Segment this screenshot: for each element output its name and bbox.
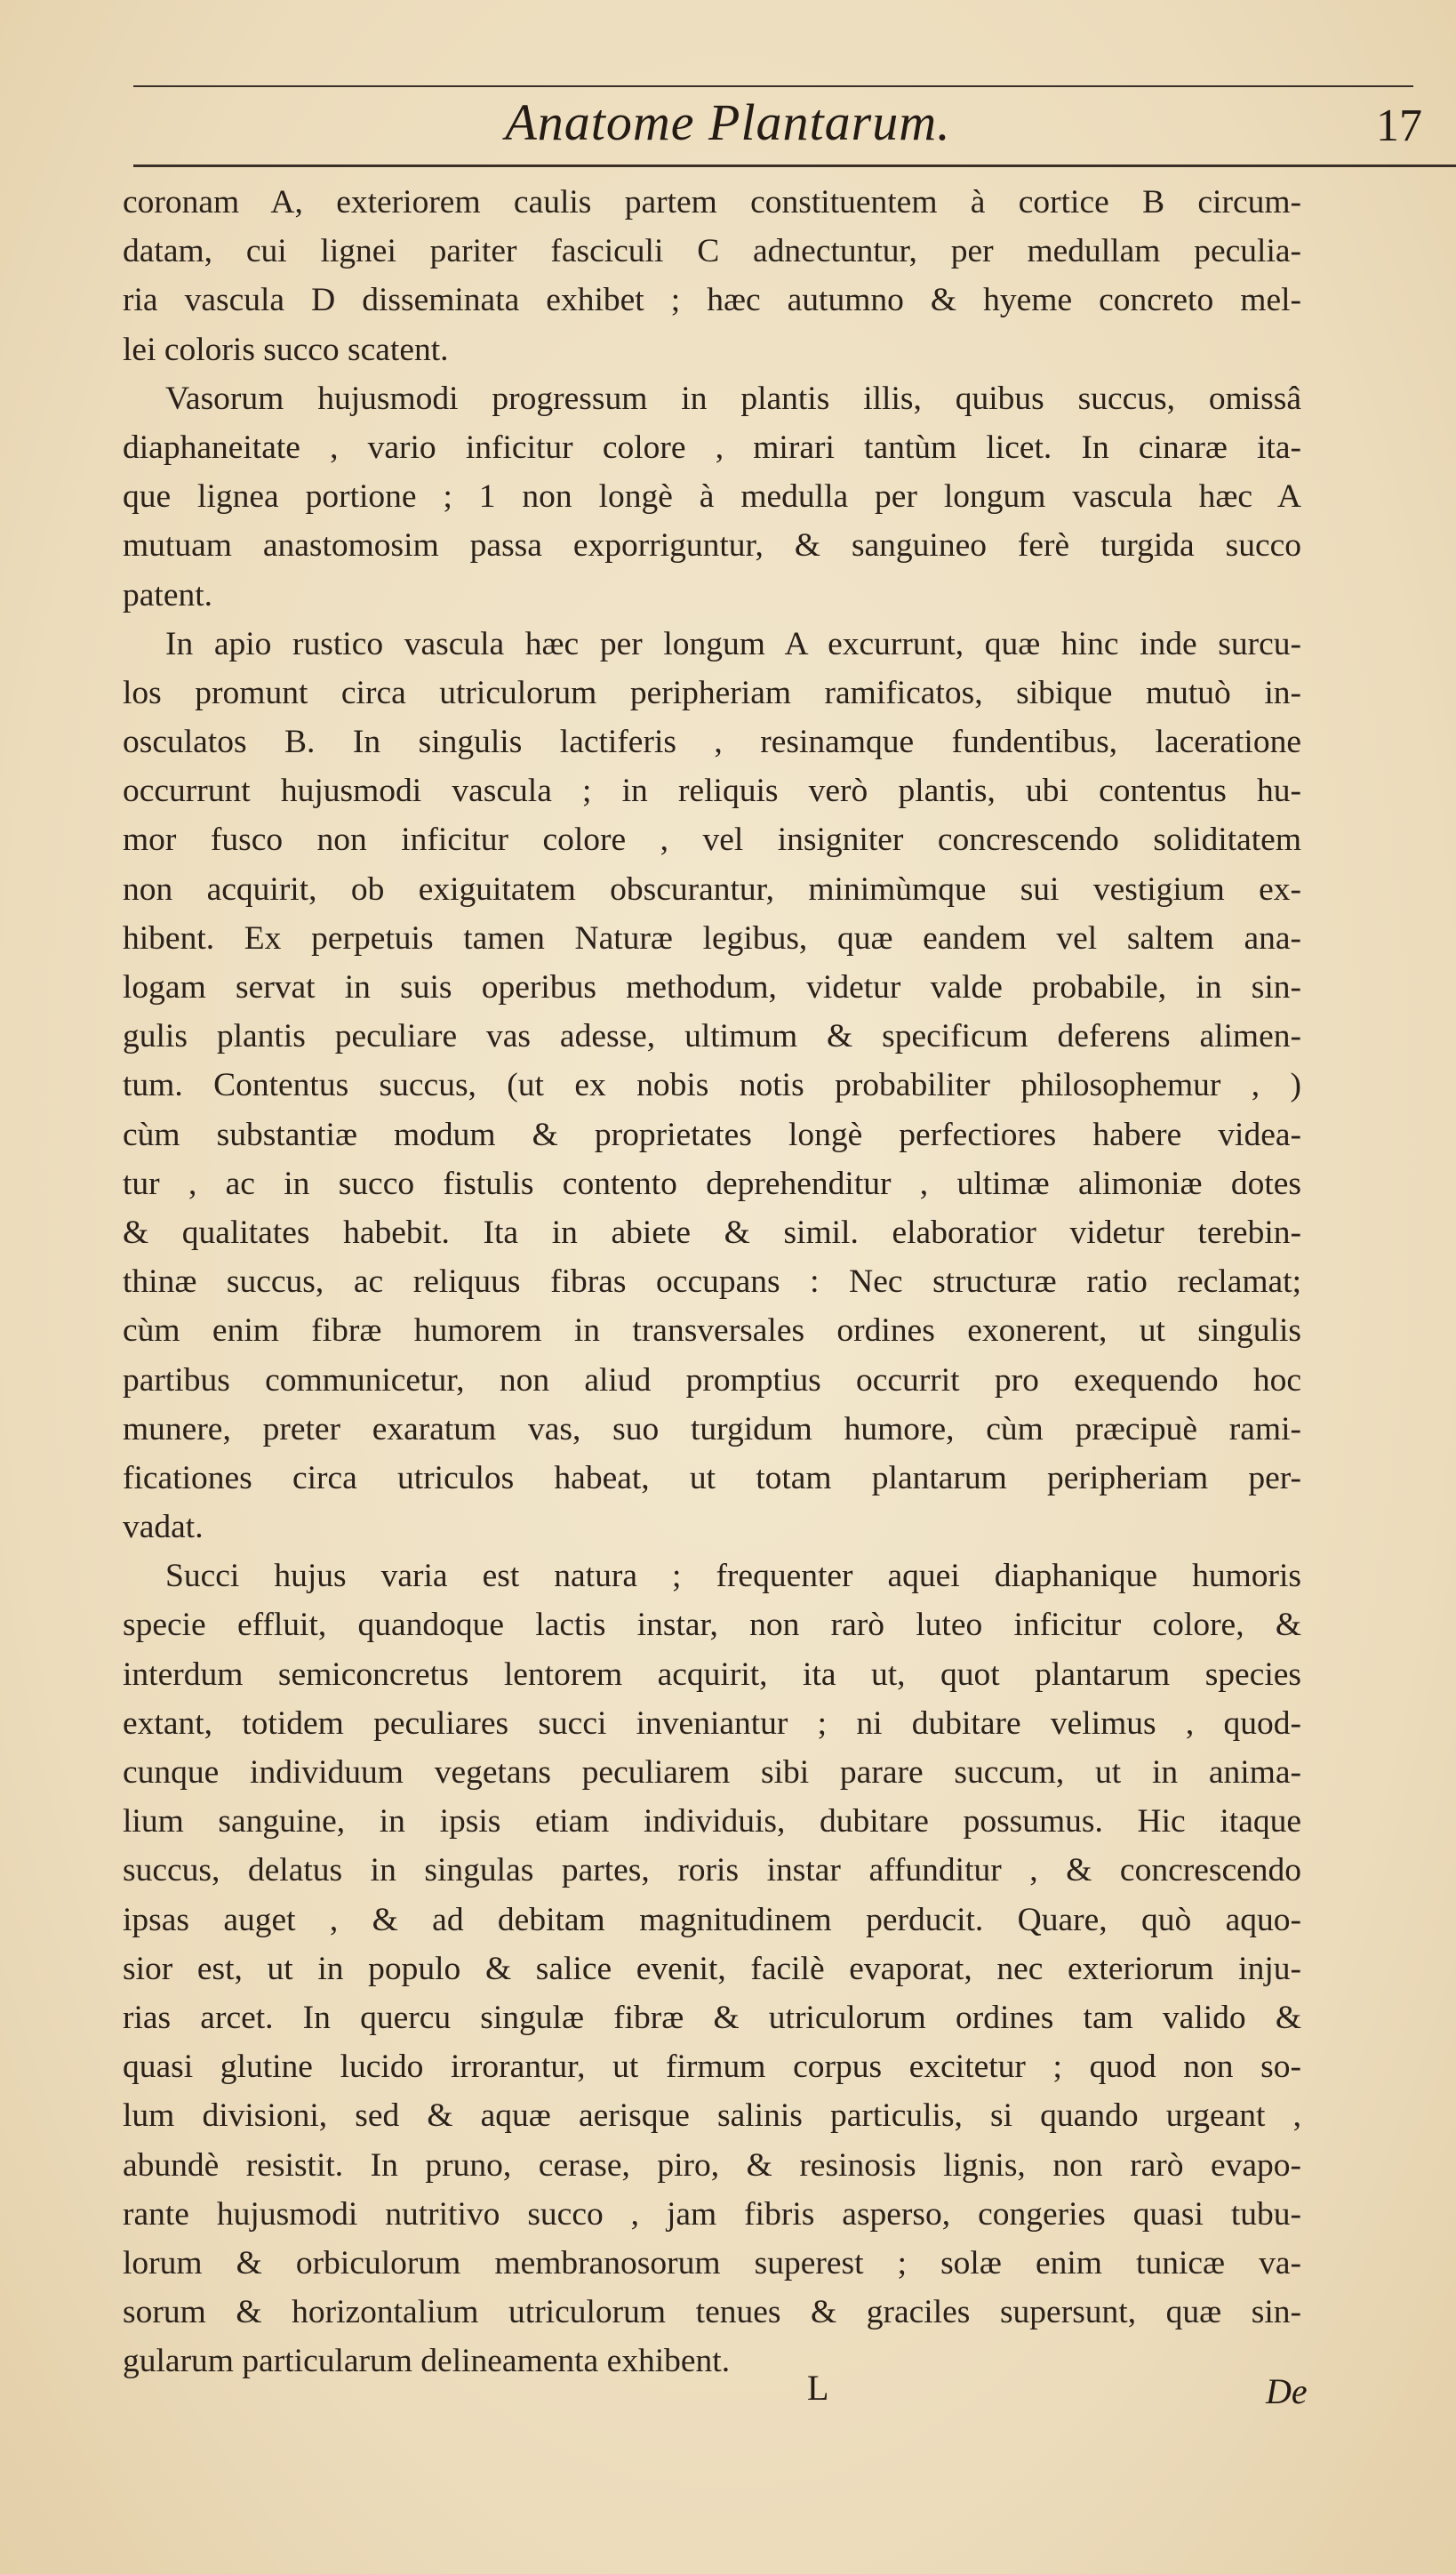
text-line: cùm enim fibræ humorem in transversales ordines exonerent, ut singulis bbox=[123, 1312, 1301, 1350]
text-line: interdum semiconcretus lentorem acquirit, ita ut, quot plantarum species bbox=[123, 1656, 1301, 1693]
text-line: sior est, ut in populo & salice evenit, facilè evaporat, nec exteriorum inju- bbox=[123, 1950, 1301, 1987]
text-line: abundè resistit. In pruno, cerase, piro, & resinosis lignis, non rarò evapo- bbox=[123, 2146, 1301, 2184]
text-line: rias arcet. In quercu singulæ fibræ & utriculorum ordines tam valido & bbox=[123, 1999, 1301, 2036]
text-line: mor fusco non inficitur colore , vel insigniter concrescendo soliditatem bbox=[123, 822, 1301, 859]
text-line: & qualitates habebit. Ita in abiete & simil. elaboratior videtur terebin- bbox=[123, 1214, 1301, 1251]
top-rule bbox=[133, 85, 1413, 87]
text-line: vadat. bbox=[123, 1509, 204, 1546]
text-line: thinæ succus, ac reliquus fibras occupans : Nec structuræ ratio reclamat; bbox=[123, 1263, 1301, 1301]
page-number: 17 bbox=[1376, 100, 1422, 151]
text-line: non acquirit, ob exiguitatem obscurantur, minimùmque sui vestigium ex- bbox=[123, 870, 1301, 908]
running-head: Anatome Plantarum. bbox=[505, 93, 951, 151]
text-line: Vasorum hujusmodi progressum in plantis illis, quibus succus, omissâ bbox=[165, 380, 1301, 417]
body-text bbox=[123, 178, 1301, 2386]
paragraph bbox=[123, 178, 1301, 374]
text-line: ipsas auget , & ad debitam magnitudinem perducit. Quare, quò aquo- bbox=[123, 1901, 1301, 1938]
text-line: tur , ac in succo fistulis contento deprehenditur , ultimæ alimoniæ dotes bbox=[123, 1165, 1301, 1202]
catchword: De bbox=[1266, 2371, 1308, 2411]
text-line: Succi hujus varia est natura ; frequenter aquei diaphanique humoris bbox=[165, 1558, 1301, 1595]
text-line: coronam A, exteriorem caulis partem constituentem à cortice B circum- bbox=[123, 184, 1301, 221]
paragraph bbox=[123, 1552, 1301, 2386]
text-line: ficationes circa utriculos habeat, ut totam plantarum peripheriam per- bbox=[123, 1459, 1301, 1496]
text-line: patent. bbox=[123, 576, 213, 613]
paragraph bbox=[123, 620, 1301, 1552]
paragraph bbox=[123, 374, 1301, 620]
text-line: ria vascula D disseminata exhibet ; hæc autumno & hyeme concreto mel- bbox=[123, 282, 1301, 319]
text-line: sorum & horizontalium utriculorum tenues & graciles supersunt, quæ sin- bbox=[123, 2294, 1301, 2331]
text-line: lorum & orbiculorum membranosorum superest ; solæ enim tunicæ va- bbox=[123, 2244, 1301, 2281]
text-line: lum divisioni, sed & aquæ aerisque salinis particulis, si quando urgeant , bbox=[123, 2097, 1301, 2135]
text-line: cunque individuum vegetans peculiarem sibi parare succum, ut in anima- bbox=[123, 1754, 1301, 1791]
text-line: gularum particularum delineamenta exhibent. bbox=[123, 2343, 731, 2380]
text-line: logam servat in suis operibus methodum, videtur valde probabile, in sin- bbox=[123, 969, 1301, 1006]
text-line: los promunt circa utriculorum peripheriam ramificatos, sibique mutuò in- bbox=[123, 674, 1301, 711]
text-line: lium sanguine, in ipsis etiam individuis, dubitare possumus. Hic itaque bbox=[123, 1803, 1301, 1840]
text-line: specie effluit, quandoque lactis instar, non rarò luteo inficitur colore, & bbox=[123, 1607, 1301, 1644]
header-rule bbox=[133, 164, 1456, 167]
text-line: datam, cui lignei pariter fasciculi C adnectuntur, per medullam peculia- bbox=[123, 233, 1301, 270]
text-line: que lignea portione ; 1 non longè à medulla per longum vascula hæc A bbox=[123, 478, 1301, 516]
text-line: rante hujusmodi nutritivo succo , jam fibris asperso, congeries quasi tubu- bbox=[123, 2195, 1301, 2233]
text-line: quasi glutine lucido irrorantur, ut firmum corpus excitetur ; quod non so- bbox=[123, 2049, 1301, 2086]
text-line: gulis plantis peculiare vas adesse, ultimum & specificum deferens alimen- bbox=[123, 1018, 1301, 1055]
text-line: mutuam anastomosim passa exporriguntur, & sanguineo ferè turgida succo bbox=[123, 527, 1301, 565]
text-line: succus, delatus in singulas partes, roris instar affunditur , & concrescendo bbox=[123, 1852, 1301, 1889]
text-line: extant, totidem peculiares succi inveniantur ; ni dubitare velimus , quod- bbox=[123, 1704, 1301, 1742]
text-line: In apio rustico vascula hæc per longum A excurrunt, quæ hinc inde surcu- bbox=[165, 625, 1301, 662]
text-line: hibent. Ex perpetuis tamen Naturæ legibus, quæ eandem vel saltem ana- bbox=[123, 919, 1301, 957]
text-line: diaphaneitate , vario inficitur colore , mirari tantùm licet. In cinaræ ita- bbox=[123, 429, 1301, 466]
text-line: munere, preter exaratum vas, suo turgidum humore, cùm præcipuè rami- bbox=[123, 1410, 1301, 1447]
signature-mark: L bbox=[807, 2368, 829, 2408]
text-line: osculatos B. In singulis lactiferis , resinamque fundentibus, laceratione bbox=[123, 724, 1301, 761]
text-line: cùm substantiæ modum & proprietates longè perfectiores habere videa- bbox=[123, 1116, 1301, 1153]
text-line: occurrunt hujusmodi vascula ; in reliquis verò plantis, ubi contentus hu- bbox=[123, 773, 1301, 810]
text-line: lei coloris succo scatent. bbox=[123, 331, 449, 368]
text-line: tum. Contentus succus, (ut ex nobis notis probabiliter philosophemur , ) bbox=[123, 1067, 1301, 1104]
text-line: partibus communicetur, non aliud promptius occurrit pro exequendo hoc bbox=[123, 1361, 1301, 1399]
